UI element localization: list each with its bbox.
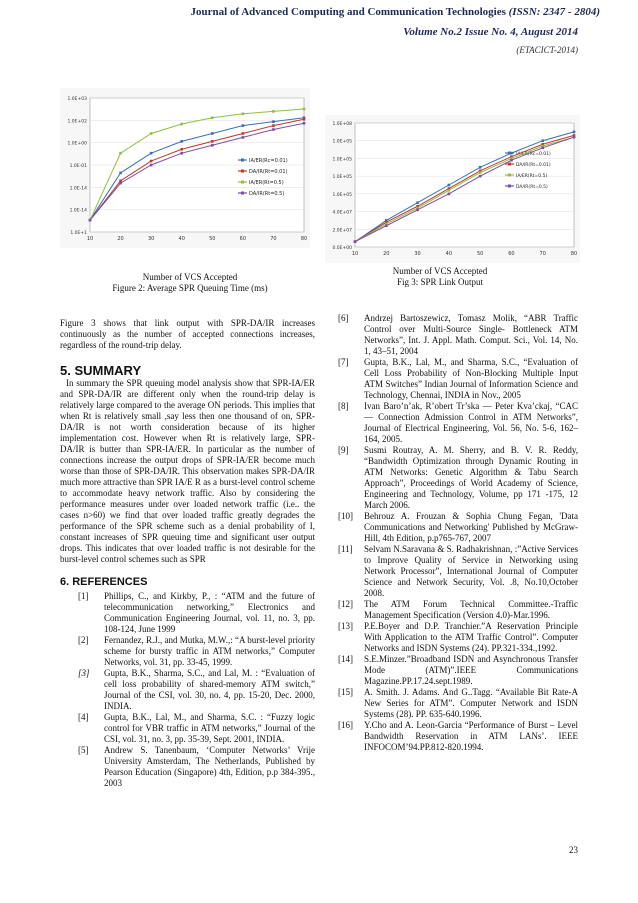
- summary-heading: 5. SUMMARY: [60, 363, 142, 378]
- y-tick-label: 1.0E+00: [67, 141, 87, 147]
- data-point: [211, 140, 214, 143]
- figure-2-chart: [60, 88, 310, 248]
- references-list-left: [60, 591, 315, 789]
- x-tick-label: 10: [351, 251, 359, 257]
- legend-label: IA/ER(Rc=0.01): [249, 158, 288, 164]
- x-tick-label: 20: [383, 251, 390, 257]
- legend-marker: [241, 170, 244, 173]
- data-point: [479, 166, 482, 169]
- figure-3-caption-block: [340, 266, 540, 288]
- reference-text: A. Smith. J. Adams. And G..Tagg. “Available Bit Rate-A New Series for ATM”. Computer Network and ISDN Systems (28). PP. 635-640.1996.: [364, 687, 578, 719]
- reference-item: [338, 401, 578, 445]
- reference-item: [338, 654, 578, 687]
- data-point: [150, 132, 153, 135]
- reference-text: Gupta, B.K., Sharma, S.C., and Lal, M. : “Evaluation of cell loss probability of shared-memory ATM switch,” Journal of the CSI, vol. 30, no. 4, pp. 15-20, Dec. 2000, INDIA.: [104, 668, 315, 711]
- reference-text: Andrzej Bartoszewicz, Tomasz Molik, “ABR Traffic Control over Multi-Source Single- Bottleneck ATM Networks”, Int. J. Appl. Math. Comput. Sci., Vol. 14, No. 1, 43–51, 2004: [364, 313, 578, 356]
- data-point: [242, 136, 245, 139]
- legend-label: DA/IR(Rt=0.5): [516, 185, 548, 190]
- reference-number: [14]: [338, 654, 353, 664]
- reference-number: [2]: [78, 635, 89, 645]
- x-tick-label: 50: [209, 236, 216, 242]
- left-column: [60, 318, 315, 789]
- legend-marker: [241, 181, 244, 184]
- y-tick-label: 1.0E-14: [69, 208, 87, 214]
- references-heading: 6. REFERENCES: [60, 576, 148, 588]
- data-point: [242, 124, 245, 127]
- data-point: [150, 164, 153, 167]
- data-point: [541, 147, 544, 150]
- data-point: [150, 160, 153, 163]
- journal-header: [40, 6, 600, 18]
- y-tick-label: 1.0E+05: [332, 139, 352, 145]
- data-point: [211, 116, 214, 119]
- x-tick-label: 70: [270, 236, 277, 242]
- y-tick-label: 0.0E+00: [332, 246, 352, 251]
- x-tick-label: 80: [570, 251, 578, 257]
- data-point: [211, 144, 214, 147]
- reference-number: [6]: [338, 313, 349, 323]
- reference-item: [338, 313, 578, 357]
- data-point: [416, 201, 419, 204]
- x-tick-label: 30: [147, 236, 155, 242]
- data-point: [150, 152, 153, 155]
- legend-label: DA/IR(Rt=0.5): [249, 191, 285, 197]
- figure-2-xlabel: Number of VCS Accepted: [142, 272, 238, 282]
- data-point: [272, 128, 275, 131]
- data-point: [448, 193, 451, 196]
- journal-volume: Volume No.2 Issue No. 4, August 2014: [403, 26, 578, 38]
- reference-item: [78, 745, 315, 789]
- data-point: [541, 139, 544, 142]
- x-tick-label: 50: [476, 251, 484, 257]
- reference-text: Gupta, B.K., Lal, M., and Sharma, S.C. : “Fuzzy logic control for VBR traffic in ATM networks,” Journal of the CSI, vol. 31, no. 3, pp. 35-39, Sept. 2001, INDIA.: [104, 712, 315, 744]
- right-column: [338, 313, 578, 753]
- figure-3-chart: [325, 115, 580, 263]
- page-number: 23: [569, 845, 578, 855]
- reference-text: The ATM Forum Technical Committee.-Traffic Management Specification (Version 4.0)-Mar.1996.: [364, 599, 578, 620]
- reference-text: P.E.Boyer and D.P. Tranchier.”A Reservation Principle With Application to the ATM Traffic Control”. Computer Networks and ISDN Systems (24). PP.321-334.,1992.: [364, 621, 578, 653]
- data-point: [448, 189, 451, 192]
- figure-3: [325, 115, 580, 263]
- data-point: [272, 110, 275, 113]
- data-point: [385, 224, 388, 227]
- legend-label: IA/ER(Rt=0.5): [249, 180, 284, 186]
- y-tick-label: 1.0E-01: [69, 164, 87, 169]
- figure-2-caption: Figure 2: Average SPR Queuing Time (ms): [112, 283, 268, 293]
- reference-text: Phillips, C., and Kirkby, P., : “ATM and the future of telecommunication networking,” Electronics and Communication Engineering Journal, vol. 11, no. 3, pp. 108-124, June 1999: [104, 591, 315, 634]
- legend-marker: [508, 185, 511, 188]
- figure-2-caption-block: [60, 272, 320, 294]
- x-tick-label: 40: [178, 236, 185, 242]
- data-point: [119, 172, 122, 175]
- data-point: [479, 171, 482, 174]
- reference-item: [338, 687, 578, 720]
- reference-number: [7]: [338, 357, 349, 367]
- data-point: [510, 159, 513, 162]
- reference-text: Behrouz A. Frouzan & Sophia Chung Fegan, 'Data Communications and Networking' Published by McGraw-Hill, 4th Edition, p.p765-767, 2007: [364, 511, 578, 543]
- data-point: [89, 219, 92, 222]
- y-tick-label: 2.0E+07: [332, 228, 352, 234]
- reference-item: [78, 635, 315, 668]
- data-point: [354, 240, 357, 243]
- reference-item: [338, 445, 578, 511]
- conference-tag: (ETACICT-2014): [516, 45, 578, 55]
- legend-marker: [241, 192, 244, 195]
- reference-item: [78, 591, 315, 635]
- data-point: [303, 108, 306, 111]
- data-point: [448, 184, 451, 187]
- reference-item: [338, 357, 578, 401]
- data-point: [119, 179, 122, 182]
- legend-marker: [508, 174, 511, 177]
- legend-label: DA/IR(Rt=0.01): [249, 169, 288, 175]
- reference-number: [13]: [338, 621, 353, 631]
- x-tick-label: 40: [445, 251, 453, 257]
- reference-number: [10]: [338, 511, 353, 521]
- y-tick-label: 1.0E+05: [332, 192, 352, 198]
- reference-item: [338, 621, 578, 654]
- y-tick-label: 1.0E+05: [332, 157, 352, 163]
- reference-item: [338, 599, 578, 621]
- x-tick-label: 30: [414, 251, 421, 257]
- data-point: [180, 152, 183, 155]
- y-tick-label: 1.0E+05: [332, 175, 352, 181]
- y-tick-label: 1.0E+08: [332, 122, 352, 127]
- reference-number: [16]: [338, 720, 353, 730]
- data-point: [242, 112, 245, 115]
- data-point: [303, 122, 306, 125]
- data-point: [573, 136, 576, 139]
- reference-text: Y.Cho and A. Leon-Garcia “Performance of Burst – Level Bandwidth Reservation in ATM LANs’. IEEE INFOCOM’94.PP.812-820.1994.: [364, 720, 578, 752]
- data-point: [119, 152, 122, 155]
- legend-marker: [508, 152, 511, 155]
- data-point: [303, 118, 306, 121]
- reference-text: Ivan Baro’n’ak, R’obert Tr’ska — Peter Kva’ckaj, “CAC — Connection Admission Control in ATM Networks”, Journal of Electrical Engineering, Vol. 56, No. 5-6, 162–164, 2005.: [364, 401, 578, 444]
- reference-item: [338, 720, 578, 753]
- reference-text: Fernandez, R.J., and Mutka, M.W.,: “A burst-level priority scheme for bursty traffic in ATM networks,” Computer Networks, vol. 31, pp. 33-45, 1999.: [104, 635, 315, 667]
- x-tick-label: 60: [239, 236, 247, 242]
- legend-marker: [241, 159, 244, 162]
- reference-item: [338, 544, 578, 599]
- reference-text: Gupta, B.K., Lal, M., and Sharma, S.C., “Evaluation of Cell Loss Probability of Non-Blocking Multiple Input ATM Switches” Indian Journal of Information Science and Technology, Chennai, INDIA in Nov., 2005: [364, 357, 578, 400]
- data-point: [242, 132, 245, 135]
- journal-issn: (ISSN: 2347 - 2804): [508, 6, 600, 18]
- legend-label: IA/ER(Rt=0.5): [516, 174, 548, 179]
- x-tick-label: 60: [508, 251, 515, 257]
- reference-number: [11]: [338, 544, 353, 554]
- legend-label: IA/ER(Rc=0.01): [516, 152, 551, 157]
- y-tick-label: 1.0E+02: [67, 119, 87, 125]
- data-point: [180, 148, 183, 151]
- data-point: [180, 140, 183, 143]
- y-tick-label: 4.0E+07: [332, 210, 352, 216]
- data-point: [573, 131, 576, 134]
- figure-3-description: Figure 3 shows that link output with SPR-DA/IR increases continuously as the number of accepted connections increases, regardless of the round-trip delay.: [60, 318, 315, 350]
- figure-2: [60, 88, 310, 248]
- data-point: [211, 132, 214, 135]
- legend-marker: [508, 163, 511, 166]
- x-tick-label: 80: [300, 236, 308, 242]
- references-list-right: [338, 313, 578, 753]
- reference-text: S.E.Minzer.”Broadband ISDN and Asynchronous Transfer Mode (ATM)”.IEEE Communications Magazine.PP.17.24.sept.1989.: [364, 654, 578, 686]
- reference-number: [12]: [338, 599, 353, 609]
- x-tick-label: 20: [117, 236, 124, 242]
- data-point: [180, 123, 183, 126]
- reference-number: [3]: [78, 668, 90, 678]
- data-point: [416, 209, 419, 212]
- reference-item: [338, 511, 578, 544]
- reference-text: Andrew S. Tanenbaum, ‘Computer Networks’ Vrije University Amsterdam, The Netherlands, Published by Pearson Education (Singapore) 4th, Edition, p.p 384-395., 2003: [104, 745, 315, 788]
- x-tick-label: 70: [539, 251, 546, 257]
- reference-item: [78, 712, 315, 745]
- reference-number: [9]: [338, 445, 349, 455]
- data-point: [479, 175, 482, 178]
- reference-number: [1]: [78, 591, 89, 601]
- summary-paragraph: In summary the SPR queuing model analysis show that SPR-IA/ER and SPR-DA/IR are different only when the round-trip delay is relatively large compared to the average ON periods. This implies that when Rt is relatively small ,say less then one thousand of on, SPR-DA/IR is not worth consideration because of its higher implementation cost. However when Rt is relatively large, SPR-DA/IR is butter than SPR-IA/ER. In particular as the number of connections increase the output drops of SPR-IA/ER become much worse than those of SPR-DA/IR. This observation makes SPR-DA/IR much more attractive than SPR IA/E R as a burst-level control scheme to accommodate heavy network traffic. Also by considering the performance measures under over loaded network traffic (i.e.. the cases n>60) we find that over loaded traffic greatly degrades the performance of the SPR scheme such as a denial probability of I, constant increases of SPR queuing time and significant user output drops. This indicates that over loaded traffic is not desirable for the burst-level control schemes such as SPR: [60, 378, 315, 564]
- data-point: [272, 124, 275, 127]
- y-tick-label: 1.0E+03: [67, 97, 87, 102]
- journal-name: Journal of Advanced Computing and Communication Technologies: [190, 6, 506, 18]
- legend-label: DA/IR(Rt=0.01): [516, 163, 551, 168]
- figure-3-caption: Fig 3: SPR Link Output: [396, 277, 484, 287]
- x-tick-label: 10: [86, 236, 94, 242]
- reference-text: Susmi Routray, A. M. Sherry, and B. V. R. Reddy, “Bandwidth Optimization through Dynamic Routing in ATM Networks: Genetic Algorithm & Tabu Search Approach”, Proceedings of World Academy of Science, Engineering and Technology, Volume, pp 171 -175, 12 March 2006.: [364, 445, 578, 510]
- reference-number: [5]: [78, 745, 89, 755]
- data-point: [119, 182, 122, 185]
- y-tick-label: 1.0E+1: [70, 231, 87, 236]
- reference-number: [4]: [78, 712, 89, 722]
- figure-3-xlabel: Number of VCS Accepted: [392, 266, 488, 276]
- reference-number: [15]: [338, 687, 353, 697]
- reference-item: [78, 668, 315, 712]
- reference-text: Selvam N.Saravana & S. Radhakrishnan, :”Active Services to Improve Quality of Service in Networking using Network Processor”, International Journal of Computer Science and Network Security, Vol. .8, No.10,October 2008.: [364, 544, 578, 598]
- y-tick-label: 1.0E-14: [69, 186, 87, 192]
- reference-number: [8]: [338, 401, 349, 411]
- data-point: [272, 120, 275, 123]
